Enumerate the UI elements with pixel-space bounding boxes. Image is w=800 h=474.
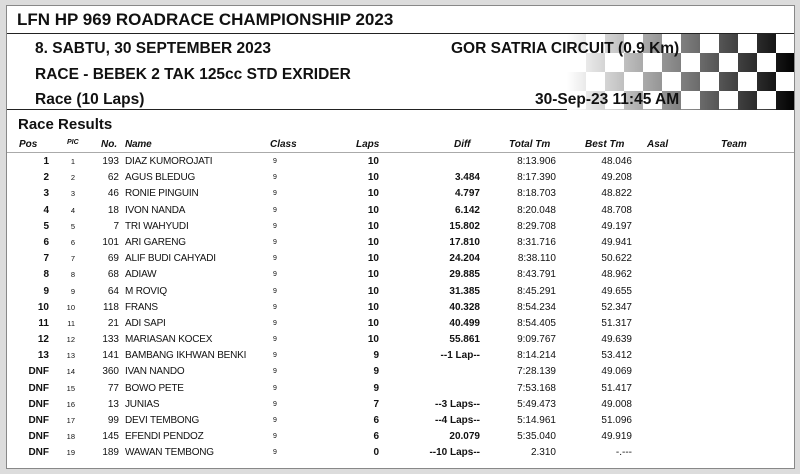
cell-best-time: 48.962 [601, 269, 632, 281]
cell-best-time: 51.096 [601, 415, 632, 426]
cell-laps: 10 [367, 172, 379, 184]
cell-laps: 0 [373, 447, 379, 459]
table-row [7, 397, 794, 413]
cell-best-time: 50.622 [601, 253, 632, 265]
race-class: RACE - BEBEK 2 TAK 125cc STD EXRIDER [35, 66, 351, 83]
cell-total-time: 5:49.473 [517, 398, 556, 410]
cell-class: 9 [273, 449, 277, 457]
cell-number: 64 [107, 285, 119, 297]
cell-best-time: 48.822 [601, 188, 632, 200]
cell-rider-name: ALIF BUDI CAHYADI [125, 253, 216, 265]
cell-number: 18 [107, 204, 119, 216]
cell-total-time: 5:14.961 [517, 415, 556, 426]
cell-pos: 5 [43, 220, 49, 232]
cell-class: 9 [273, 368, 277, 376]
cell-pic: 15 [66, 383, 75, 393]
cell-total-time: 8:14.214 [517, 350, 556, 362]
col-pic: PIC [67, 139, 79, 146]
cell-pos: 12 [37, 334, 49, 346]
cell-rider-name: IVON NANDA [125, 204, 186, 216]
table-row [7, 413, 794, 429]
col-class: Class [270, 139, 297, 150]
cell-best-time: 49.919 [601, 431, 632, 443]
cell-pos: DNF [28, 366, 49, 378]
cell-class: 9 [273, 271, 277, 279]
cell-pic: 12 [66, 335, 75, 345]
cell-class: 9 [273, 287, 277, 295]
cell-total-time: 8:45.291 [517, 285, 556, 297]
cell-laps: 10 [367, 204, 379, 216]
cell-pos: 6 [43, 236, 49, 248]
table-row [7, 235, 794, 251]
cell-laps: 10 [367, 156, 379, 167]
cell-number: 133 [102, 334, 119, 346]
cell-pos: 10 [37, 301, 49, 313]
cell-laps: 7 [373, 398, 379, 410]
cell-total-time: 8:18.703 [517, 188, 556, 200]
cell-diff: 15.802 [449, 220, 480, 232]
cell-laps: 10 [367, 301, 379, 313]
cell-diff: 17.810 [449, 236, 480, 248]
cell-total-time: 7:53.168 [517, 382, 556, 394]
cell-total-time: 8:17.390 [517, 172, 556, 184]
table-row [7, 300, 794, 316]
cell-class: 9 [273, 238, 277, 246]
cell-pos: DNF [28, 382, 49, 394]
cell-diff: 31.385 [449, 285, 480, 297]
cell-best-time: 49.941 [601, 236, 632, 248]
cell-best-time: 52.347 [601, 301, 632, 313]
cell-pos: DNF [28, 447, 49, 459]
table-row [7, 154, 794, 170]
cell-pos: 3 [43, 188, 49, 200]
printed-timestamp: 30-Sep-23 11:45 AM [535, 91, 680, 108]
cell-laps: 10 [367, 317, 379, 329]
cell-class: 9 [273, 384, 277, 392]
cell-number: 46 [107, 188, 119, 200]
cell-number: 141 [102, 350, 119, 362]
cell-number: 77 [107, 382, 119, 394]
cell-total-time: 8:31.716 [517, 236, 556, 248]
cell-pic: 5 [70, 221, 75, 231]
column-headers [7, 139, 794, 153]
cell-pos: 9 [43, 285, 49, 297]
cell-pic: 19 [66, 448, 75, 458]
cell-class: 9 [273, 319, 277, 327]
table-row [7, 381, 794, 397]
cell-diff: 29.885 [449, 269, 480, 281]
cell-diff: --1 Lap-- [440, 350, 480, 362]
table-row [7, 445, 794, 461]
cell-class: 9 [273, 190, 277, 198]
cell-pic: 4 [70, 205, 75, 215]
session-name: Race (10 Laps) [35, 91, 145, 108]
cell-pos: DNF [28, 415, 49, 426]
cell-number: 99 [107, 415, 119, 426]
cell-pic: 6 [70, 237, 75, 247]
col-asal: Asal [647, 139, 669, 150]
cell-laps: 9 [373, 382, 379, 394]
cell-class: 9 [273, 336, 277, 344]
cell-laps: 6 [373, 431, 379, 443]
cell-best-time: 49.197 [601, 220, 632, 232]
table-row [7, 251, 794, 267]
cell-number: 360 [102, 366, 119, 378]
cell-total-time: 9:09.767 [517, 334, 556, 346]
cell-total-time: 5:35.040 [517, 431, 556, 443]
cell-pos: 2 [43, 172, 49, 184]
cell-pic: 17 [66, 416, 75, 425]
cell-class: 9 [273, 158, 277, 165]
cell-pic: 13 [66, 351, 75, 361]
col-diff: Diff [454, 139, 471, 150]
cell-pic: 16 [66, 399, 75, 409]
results-sheet [6, 5, 795, 469]
table-row [7, 429, 794, 445]
cell-number: 21 [107, 317, 119, 329]
col-best-time: Best Tm [585, 139, 625, 150]
cell-total-time: 8:54.234 [517, 301, 556, 313]
cell-pos: DNF [28, 431, 49, 443]
cell-pos: 11 [38, 317, 49, 329]
cell-pic: 10 [66, 302, 75, 312]
cell-rider-name: BOWO PETE [125, 382, 184, 394]
table-row [7, 316, 794, 332]
cell-rider-name: JUNIAS [125, 398, 160, 410]
cell-number: 68 [107, 269, 119, 281]
cell-best-time: 53.412 [601, 350, 632, 362]
cell-rider-name: AGUS BLEDUG [125, 172, 196, 184]
cell-rider-name: M ROVIQ [125, 285, 167, 297]
cell-best-time: 49.655 [601, 285, 632, 297]
cell-pic: 9 [70, 286, 75, 296]
cell-pic: 7 [70, 254, 75, 264]
col-team: Team [721, 139, 747, 150]
cell-number: 118 [103, 301, 119, 313]
cell-laps: 10 [367, 269, 379, 281]
cell-total-time: 7:28.139 [517, 366, 556, 378]
cell-pos: 7 [43, 253, 49, 265]
cell-rider-name: EFENDI PENDOZ [125, 431, 204, 443]
cell-total-time: 8:43.791 [517, 269, 556, 281]
table-row [7, 267, 794, 283]
event-date: 8. SABTU, 30 SEPTEMBER 2023 [35, 40, 272, 57]
cell-laps: 9 [373, 366, 379, 378]
cell-diff: 3.484 [454, 172, 480, 184]
cell-pic: 2 [70, 173, 75, 183]
cell-total-time: 8:38.110 [517, 253, 556, 265]
cell-diff: 40.499 [449, 317, 480, 329]
cell-best-time: 49.069 [601, 366, 632, 378]
cell-best-time: 49.008 [601, 398, 632, 410]
cell-laps: 10 [367, 220, 379, 232]
table-row [7, 284, 794, 300]
table-row [7, 186, 794, 202]
event-header [7, 34, 794, 110]
cell-number: 62 [107, 172, 119, 184]
cell-laps: 10 [367, 334, 379, 346]
table-row [7, 203, 794, 219]
cell-best-time: 49.639 [601, 334, 632, 346]
results-table [7, 154, 794, 462]
cell-diff: 40.328 [449, 301, 480, 313]
cell-total-time: 8:20.048 [517, 204, 556, 216]
cell-total-time: 8:13.906 [517, 156, 556, 167]
cell-pic: 3 [70, 189, 75, 199]
cell-rider-name: ADIAW [125, 269, 157, 281]
col-pos: Pos [19, 139, 38, 150]
cell-class: 9 [273, 433, 277, 441]
cell-pic: 1 [70, 157, 75, 166]
cell-diff: --3 Laps-- [435, 398, 480, 410]
cell-diff: 20.079 [449, 431, 480, 443]
cell-diff: --4 Laps-- [435, 415, 480, 426]
cell-total-time: 2.310 [530, 447, 556, 459]
table-row [7, 332, 794, 348]
cell-rider-name: MARIASAN KOCEX [125, 334, 213, 346]
cell-rider-name: ARI GARENG [125, 236, 186, 248]
cell-number: 189 [102, 447, 119, 459]
cell-number: 145 [102, 431, 119, 443]
cell-laps: 6 [373, 415, 379, 426]
cell-total-time: 8:54.405 [517, 317, 556, 329]
cell-pic: 14 [66, 367, 75, 377]
cell-class: 9 [273, 255, 277, 263]
col-total-time: Total Tm [509, 139, 551, 150]
cell-class: 9 [273, 222, 277, 230]
cell-rider-name: BAMBANG IKHWAN BENKI [125, 350, 247, 362]
cell-number: 101 [102, 236, 119, 248]
cell-total-time: 8:29.708 [517, 220, 556, 232]
cell-pic: 8 [70, 270, 75, 280]
cell-diff: --10 Laps-- [429, 447, 480, 459]
cell-best-time: -.--- [615, 447, 632, 459]
cell-pic: 11 [67, 318, 75, 328]
cell-laps: 10 [367, 236, 379, 248]
circuit-name: GOR SATRIA CIRCUIT (0.9 Km) [451, 40, 680, 57]
col-name: Name [125, 139, 152, 150]
cell-rider-name: WAWAN TEMBONG [125, 447, 214, 459]
cell-rider-name: TRI WAHYUDI [125, 220, 189, 232]
cell-number: 193 [102, 156, 119, 167]
cell-laps: 9 [373, 350, 379, 362]
cell-class: 9 [273, 417, 277, 424]
cell-pos: DNF [28, 398, 49, 410]
cell-laps: 10 [367, 188, 379, 200]
cell-diff: 6.142 [454, 204, 480, 216]
championship-title: LFN HP 969 ROADRACE CHAMPIONSHIP 2023 [7, 6, 794, 34]
cell-diff: 55.861 [449, 334, 480, 346]
cell-pic: 18 [66, 432, 75, 442]
cell-pos: 8 [43, 269, 49, 281]
cell-number: 69 [107, 253, 119, 265]
cell-rider-name: FRANS [125, 301, 158, 313]
table-row [7, 219, 794, 235]
section-title: Race Results [18, 116, 113, 133]
cell-number: 13 [107, 398, 119, 410]
table-row [7, 170, 794, 186]
cell-best-time: 49.208 [601, 172, 632, 184]
cell-best-time: 51.317 [601, 317, 632, 329]
cell-pos: 13 [37, 350, 49, 362]
col-laps: Laps [356, 139, 380, 150]
cell-rider-name: DIAZ KUMOROJATI [125, 156, 213, 167]
cell-pos: 4 [43, 204, 49, 216]
cell-number: 7 [113, 220, 119, 232]
cell-class: 9 [273, 206, 277, 214]
cell-class: 9 [273, 303, 277, 311]
col-no: No. [101, 139, 118, 150]
cell-diff: 24.204 [449, 253, 480, 265]
cell-best-time: 48.046 [601, 156, 632, 167]
cell-rider-name: ADI SAPI [125, 317, 166, 329]
table-row [7, 364, 794, 380]
cell-pos: 1 [43, 156, 49, 167]
table-row [7, 348, 794, 364]
cell-rider-name: RONIE PINGUIN [125, 188, 199, 200]
cell-class: 9 [273, 352, 277, 360]
cell-rider-name: IVAN NANDO [125, 366, 185, 378]
cell-best-time: 51.417 [601, 382, 632, 394]
cell-laps: 10 [367, 253, 379, 265]
cell-class: 9 [273, 400, 277, 408]
cell-rider-name: DEVI TEMBONG [125, 415, 200, 426]
cell-diff: 4.797 [454, 188, 480, 200]
cell-class: 9 [273, 174, 277, 182]
cell-laps: 10 [367, 285, 379, 297]
cell-best-time: 48.708 [601, 204, 632, 216]
